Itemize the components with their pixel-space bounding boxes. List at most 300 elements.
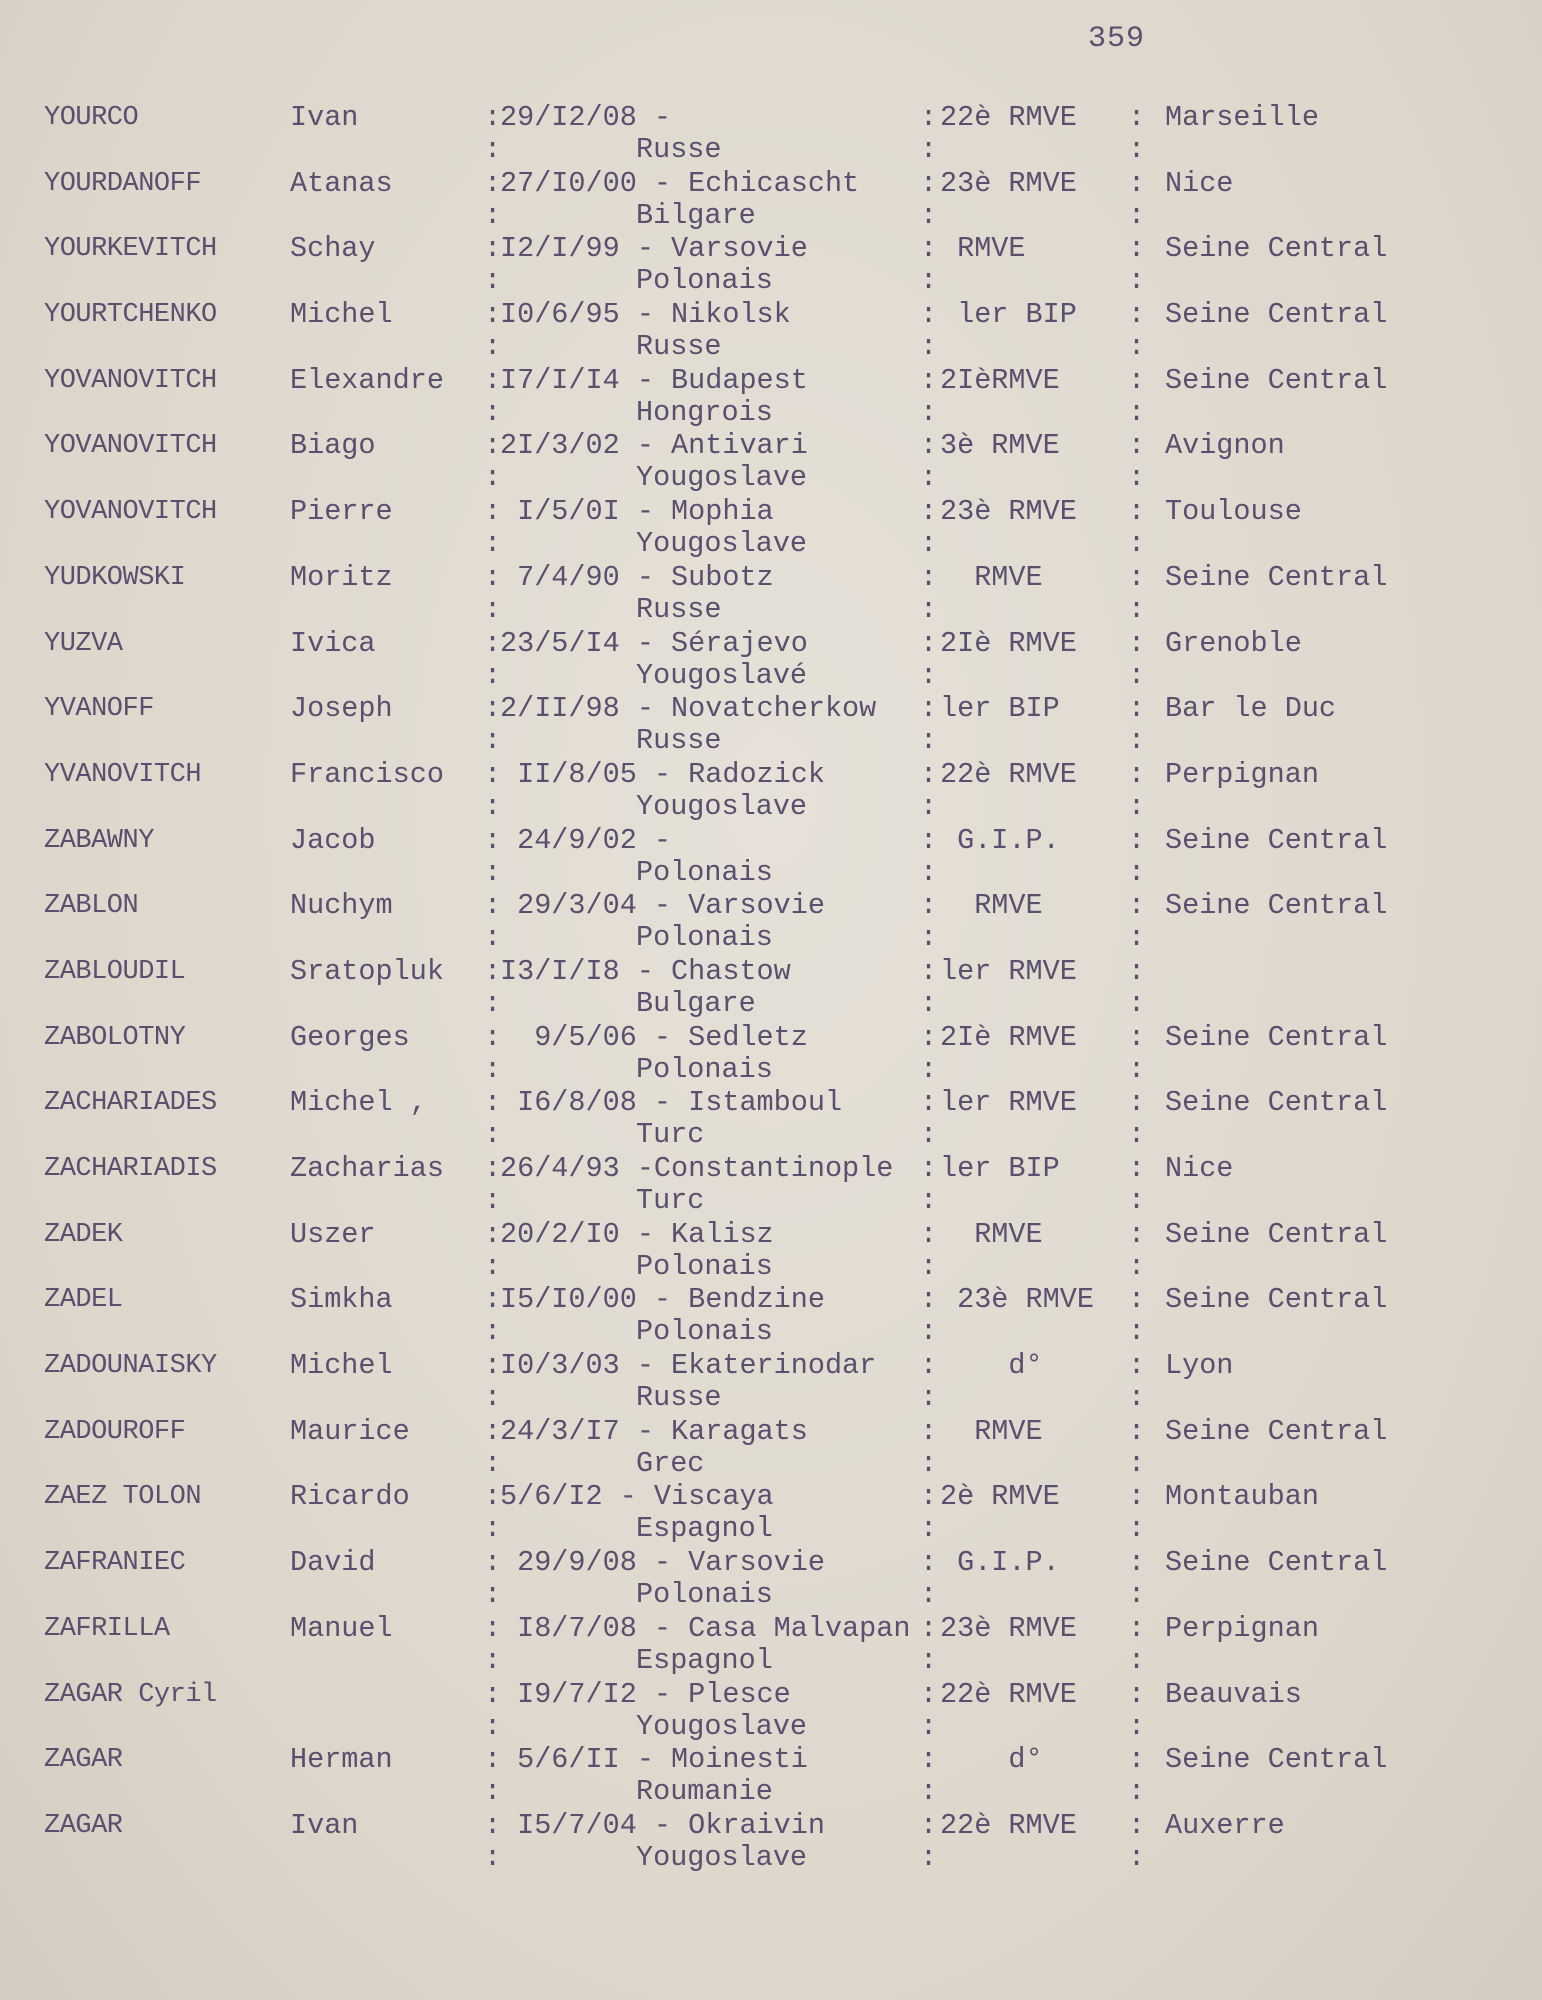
column-separator: : bbox=[920, 1480, 938, 1514]
column-separator: : bbox=[920, 330, 938, 364]
nationality: Yougoslavé bbox=[636, 658, 808, 692]
column-separator: : bbox=[1128, 1546, 1146, 1580]
column-separator: : bbox=[920, 133, 938, 166]
destination: Seine Central bbox=[1165, 298, 1388, 332]
nationality: Bulgare bbox=[636, 986, 756, 1020]
column-separator: : bbox=[920, 1512, 938, 1546]
surname: YUZVA bbox=[44, 628, 123, 659]
nationality: Polonais bbox=[636, 855, 773, 889]
column-separator: : bbox=[920, 789, 938, 823]
column-separator: : bbox=[920, 626, 938, 660]
column-separator: : bbox=[1128, 1315, 1146, 1349]
column-separator: : bbox=[1128, 1217, 1146, 1251]
column-separator: : bbox=[920, 1709, 938, 1743]
birth-date-place: I5/I0/00 - Bendzine bbox=[500, 1283, 825, 1317]
first-name: Herman bbox=[290, 1743, 393, 1777]
surname: ZABOLOTNY bbox=[44, 1022, 186, 1053]
column-separator: : bbox=[920, 1546, 938, 1580]
column-separator: : bbox=[1128, 1480, 1146, 1514]
birth-date-place: 26/4/93 -Constantinople bbox=[500, 1152, 894, 1185]
birth-date-place: I6/8/08 - Istamboul bbox=[500, 1086, 843, 1120]
column-separator: : bbox=[1128, 232, 1146, 266]
column-separator: : bbox=[484, 855, 502, 889]
column-separator: : bbox=[920, 429, 938, 463]
column-separator: : bbox=[920, 1217, 938, 1251]
column-separator: : bbox=[1128, 1152, 1146, 1185]
surname: YVANOFF bbox=[44, 694, 154, 725]
column-separator: : bbox=[920, 592, 938, 626]
first-name: Schay bbox=[290, 232, 376, 266]
registry-entry bbox=[0, 628, 1542, 694]
column-separator: : bbox=[484, 889, 502, 923]
column-separator: : bbox=[920, 264, 938, 298]
column-separator: : bbox=[1128, 823, 1146, 857]
column-separator: : bbox=[484, 461, 502, 495]
birth-date-place: I0/3/03 - Ekaterinodar bbox=[500, 1349, 877, 1383]
surname: ZADEL bbox=[44, 1285, 123, 1316]
military-unit: 2è RMVE bbox=[940, 1480, 1060, 1514]
registry-entry bbox=[0, 1219, 1542, 1285]
first-name: Michel , bbox=[290, 1086, 427, 1120]
column-separator: : bbox=[1128, 395, 1146, 429]
birth-date-place: 29/3/04 - Varsovie bbox=[500, 889, 825, 923]
registry-list bbox=[0, 102, 1542, 1876]
column-separator: : bbox=[1128, 954, 1146, 988]
military-unit: 22è RMVE bbox=[940, 101, 1077, 134]
destination: Lyon bbox=[1165, 1349, 1234, 1383]
first-name: David bbox=[290, 1546, 376, 1580]
column-separator: : bbox=[484, 1249, 502, 1283]
registry-entry bbox=[0, 168, 1542, 234]
column-separator: : bbox=[1128, 1414, 1146, 1448]
first-name: Francisco bbox=[290, 757, 444, 791]
first-name: Ivica bbox=[290, 626, 376, 660]
destination: Seine Central bbox=[1165, 232, 1388, 266]
birth-date-place: 29/I2/08 - bbox=[500, 101, 672, 134]
column-separator: : bbox=[920, 1152, 938, 1185]
column-separator: : bbox=[920, 1283, 938, 1317]
first-name: Ivan bbox=[290, 1808, 359, 1842]
destination: Seine Central bbox=[1165, 1086, 1388, 1120]
column-separator: : bbox=[484, 823, 502, 857]
birth-date-place: I3/I/I8 - Chastow bbox=[500, 954, 791, 988]
column-separator: : bbox=[484, 1808, 502, 1842]
column-separator: : bbox=[920, 1086, 938, 1120]
military-unit: d° bbox=[940, 1349, 1043, 1383]
column-separator: : bbox=[484, 1020, 502, 1054]
military-unit: 22è RMVE bbox=[940, 1808, 1077, 1842]
column-separator: : bbox=[484, 1184, 502, 1217]
column-separator: : bbox=[920, 692, 938, 726]
registry-entry bbox=[0, 693, 1542, 759]
registry-entry bbox=[0, 1810, 1542, 1876]
birth-date-place: I5/7/04 - Okraivin bbox=[500, 1808, 825, 1842]
military-unit: 3è RMVE bbox=[940, 429, 1060, 463]
birth-date-place: I2/I/99 - Varsovie bbox=[500, 232, 808, 266]
nationality: Yougoslave bbox=[636, 1840, 808, 1874]
column-separator: : bbox=[920, 1184, 938, 1217]
column-separator: : bbox=[484, 330, 502, 364]
surname: YOURKEVITCH bbox=[44, 234, 217, 265]
birth-date-place: 9/5/06 - Sedletz bbox=[500, 1020, 808, 1054]
column-separator: : bbox=[920, 1381, 938, 1415]
nationality: Roumanie bbox=[636, 1775, 773, 1809]
column-separator: : bbox=[484, 1743, 502, 1777]
column-separator: : bbox=[1128, 198, 1146, 232]
column-separator: : bbox=[1128, 1052, 1146, 1086]
registry-entry bbox=[0, 1350, 1542, 1416]
column-separator: : bbox=[484, 789, 502, 823]
nationality: Russe bbox=[636, 592, 722, 626]
first-name: Zacharias bbox=[290, 1152, 444, 1185]
first-name: Manuel bbox=[290, 1611, 393, 1645]
destination: Seine Central bbox=[1165, 363, 1388, 397]
column-separator: : bbox=[920, 986, 938, 1020]
military-unit: 2IèRMVE bbox=[940, 363, 1060, 397]
column-separator: : bbox=[1128, 461, 1146, 495]
column-separator: : bbox=[484, 1052, 502, 1086]
registry-entry bbox=[0, 102, 1542, 168]
military-unit: 2Iè RMVE bbox=[940, 626, 1077, 660]
first-name: Sratopluk bbox=[290, 954, 444, 988]
column-separator: : bbox=[1128, 658, 1146, 692]
column-separator: : bbox=[920, 1349, 938, 1383]
birth-date-place: I0/6/95 - Nikolsk bbox=[500, 298, 791, 332]
birth-date-place: I/5/0I - Mophia bbox=[500, 495, 774, 529]
registry-entry bbox=[0, 1613, 1542, 1679]
column-separator: : bbox=[920, 1052, 938, 1086]
birth-date-place: 2I/3/02 - Antivari bbox=[500, 429, 808, 463]
destination: Seine Central bbox=[1165, 560, 1388, 594]
column-separator: : bbox=[920, 1743, 938, 1777]
birth-date-place: 24/3/I7 - Karagats bbox=[500, 1414, 808, 1448]
birth-date-place: 27/I0/00 - Echicascht bbox=[500, 166, 860, 200]
column-separator: : bbox=[1128, 986, 1146, 1020]
column-separator: : bbox=[920, 1840, 938, 1874]
destination: Beauvais bbox=[1165, 1677, 1302, 1711]
column-separator: : bbox=[484, 1446, 502, 1480]
column-separator: : bbox=[920, 298, 938, 332]
first-name: Biago bbox=[290, 429, 376, 463]
surname: ZAEZ TOLON bbox=[44, 1482, 202, 1513]
surname: ZABAWNY bbox=[44, 825, 154, 856]
column-separator: : bbox=[920, 658, 938, 692]
column-separator: : bbox=[484, 592, 502, 626]
column-separator: : bbox=[1128, 1643, 1146, 1677]
destination: Nice bbox=[1165, 166, 1234, 200]
registry-entry bbox=[0, 1087, 1542, 1153]
first-name: Nuchym bbox=[290, 889, 393, 923]
column-separator: : bbox=[1128, 298, 1146, 332]
column-separator: : bbox=[484, 1611, 502, 1645]
destination: Toulouse bbox=[1165, 495, 1302, 529]
military-unit: 23è RMVE bbox=[940, 1611, 1077, 1645]
column-separator: : bbox=[920, 1643, 938, 1677]
first-name: Maurice bbox=[290, 1414, 410, 1448]
first-name: Michel bbox=[290, 1349, 393, 1383]
nationality: Yougoslave bbox=[636, 461, 808, 495]
column-separator: : bbox=[1128, 429, 1146, 463]
birth-date-place: 29/9/08 - Varsovie bbox=[500, 1546, 825, 1580]
military-unit: ler RMVE bbox=[940, 1086, 1077, 1120]
birth-date-place: I9/7/I2 - Plesce bbox=[500, 1677, 791, 1711]
first-name: Ricardo bbox=[290, 1480, 410, 1514]
military-unit: G.I.P. bbox=[940, 823, 1060, 857]
first-name: Uszer bbox=[290, 1217, 376, 1251]
column-separator: : bbox=[1128, 855, 1146, 889]
birth-date-place: II/8/05 - Radozick bbox=[500, 757, 825, 791]
column-separator: : bbox=[1128, 789, 1146, 823]
destination: Bar le Duc bbox=[1165, 692, 1337, 726]
column-separator: : bbox=[484, 560, 502, 594]
destination: Perpignan bbox=[1165, 1611, 1319, 1645]
registry-entry bbox=[0, 1744, 1542, 1810]
column-separator: : bbox=[1128, 1086, 1146, 1120]
surname: YOVANOVITCH bbox=[44, 365, 217, 396]
destination: Seine Central bbox=[1165, 889, 1388, 923]
column-separator: : bbox=[484, 1152, 502, 1185]
destination: Avignon bbox=[1165, 429, 1285, 463]
column-separator: : bbox=[484, 626, 502, 660]
column-separator: : bbox=[920, 1578, 938, 1612]
column-separator: : bbox=[1128, 889, 1146, 923]
first-name: Ivan bbox=[290, 101, 359, 134]
surname: ZADOUROFF bbox=[44, 1416, 186, 1447]
column-separator: : bbox=[920, 1315, 938, 1349]
surname: YOURCO bbox=[44, 103, 139, 133]
column-separator: : bbox=[1128, 1381, 1146, 1415]
column-separator: : bbox=[920, 1808, 938, 1842]
column-separator: : bbox=[920, 757, 938, 791]
surname: ZADOUNAISKY bbox=[44, 1351, 217, 1382]
first-name: Joseph bbox=[290, 692, 393, 726]
registry-entry bbox=[0, 365, 1542, 431]
military-unit: 23è RMVE bbox=[940, 495, 1077, 529]
nationality: Russe bbox=[636, 330, 722, 364]
destination: Grenoble bbox=[1165, 626, 1302, 660]
column-separator: : bbox=[484, 1480, 502, 1514]
destination: Seine Central bbox=[1165, 1414, 1388, 1448]
column-separator: : bbox=[920, 855, 938, 889]
column-separator: : bbox=[1128, 363, 1146, 397]
column-separator: : bbox=[484, 1283, 502, 1317]
column-separator: : bbox=[484, 1349, 502, 1383]
column-separator: : bbox=[1128, 592, 1146, 626]
column-separator: : bbox=[920, 921, 938, 955]
column-separator: : bbox=[1128, 101, 1146, 134]
column-separator: : bbox=[484, 1217, 502, 1251]
nationality: Espagnol bbox=[636, 1512, 773, 1546]
registry-entry bbox=[0, 299, 1542, 365]
column-separator: : bbox=[1128, 264, 1146, 298]
column-separator: : bbox=[920, 363, 938, 397]
military-unit: 22è RMVE bbox=[940, 757, 1077, 791]
destination: Marseille bbox=[1165, 101, 1319, 134]
destination: Nice bbox=[1165, 1152, 1234, 1185]
column-separator: : bbox=[484, 724, 502, 758]
registry-entry bbox=[0, 1547, 1542, 1613]
destination: Auxerre bbox=[1165, 1808, 1285, 1842]
surname: ZAFRANIEC bbox=[44, 1548, 186, 1579]
military-unit: RMVE bbox=[940, 1217, 1043, 1251]
nationality: Polonais bbox=[636, 1249, 773, 1283]
column-separator: : bbox=[484, 166, 502, 200]
surname: YOVANOVITCH bbox=[44, 497, 217, 528]
military-unit: 23è RMVE bbox=[940, 1283, 1094, 1317]
surname: ZADEK bbox=[44, 1219, 123, 1250]
birth-date-place: 5/6/II - Moinesti bbox=[500, 1743, 808, 1777]
column-separator: : bbox=[484, 658, 502, 692]
column-separator: : bbox=[1128, 626, 1146, 660]
registry-entry bbox=[0, 1416, 1542, 1482]
column-separator: : bbox=[484, 954, 502, 988]
surname: YUDKOWSKI bbox=[44, 562, 186, 593]
column-separator: : bbox=[920, 1677, 938, 1711]
surname: ZAGAR Cyril bbox=[44, 1679, 217, 1710]
first-name: Elexandre bbox=[290, 363, 444, 397]
military-unit: G.I.P. bbox=[940, 1546, 1060, 1580]
first-name: Pierre bbox=[290, 495, 393, 529]
column-separator: : bbox=[920, 560, 938, 594]
column-separator: : bbox=[1128, 495, 1146, 529]
nationality: Grec bbox=[636, 1446, 705, 1480]
column-separator: : bbox=[1128, 1578, 1146, 1612]
column-separator: : bbox=[1128, 1020, 1146, 1054]
column-separator: : bbox=[1128, 692, 1146, 726]
birth-date-place: 23/5/I4 - Sérajevo bbox=[500, 626, 808, 660]
column-separator: : bbox=[920, 1118, 938, 1152]
column-separator: : bbox=[920, 495, 938, 529]
military-unit: ler RMVE bbox=[940, 954, 1077, 988]
column-separator: : bbox=[1128, 1611, 1146, 1645]
column-separator: : bbox=[920, 198, 938, 232]
birth-date-place: I8/7/08 - Casa Malvapan bbox=[500, 1611, 911, 1645]
first-name: Georges bbox=[290, 1020, 410, 1054]
column-separator: : bbox=[920, 954, 938, 988]
column-separator: : bbox=[484, 429, 502, 463]
column-separator: : bbox=[484, 495, 502, 529]
column-separator: : bbox=[484, 133, 502, 166]
column-separator: : bbox=[920, 166, 938, 200]
column-separator: : bbox=[484, 986, 502, 1020]
nationality: Yougoslave bbox=[636, 527, 808, 561]
surname: YOURDANOFF bbox=[44, 168, 202, 199]
column-separator: : bbox=[484, 363, 502, 397]
column-separator: : bbox=[484, 1118, 502, 1152]
column-separator: : bbox=[484, 298, 502, 332]
military-unit: RMVE bbox=[940, 889, 1043, 923]
first-name: Atanas bbox=[290, 166, 393, 200]
column-separator: : bbox=[1128, 1249, 1146, 1283]
surname: YVANOVITCH bbox=[44, 759, 202, 790]
surname: ZAGAR bbox=[44, 1810, 123, 1841]
column-separator: : bbox=[484, 232, 502, 266]
registry-entry bbox=[0, 562, 1542, 628]
column-separator: : bbox=[920, 889, 938, 923]
nationality: Polonais bbox=[636, 1578, 773, 1612]
surname: ZAGAR bbox=[44, 1745, 123, 1776]
destination: Seine Central bbox=[1165, 1546, 1388, 1580]
column-separator: : bbox=[1128, 1743, 1146, 1777]
column-separator: : bbox=[484, 1315, 502, 1349]
column-separator: : bbox=[484, 692, 502, 726]
nationality: Russe bbox=[636, 133, 722, 166]
column-separator: : bbox=[1128, 330, 1146, 364]
column-separator: : bbox=[920, 1611, 938, 1645]
military-unit: ler BIP bbox=[940, 298, 1077, 332]
column-separator: : bbox=[484, 101, 502, 134]
surname: ZACHARIADIS bbox=[44, 1154, 217, 1184]
column-separator: : bbox=[1128, 921, 1146, 955]
column-separator: : bbox=[484, 1546, 502, 1580]
column-separator: : bbox=[920, 1414, 938, 1448]
column-separator: : bbox=[1128, 1775, 1146, 1809]
column-separator: : bbox=[1128, 1349, 1146, 1383]
column-separator: : bbox=[484, 1677, 502, 1711]
first-name: Simkha bbox=[290, 1283, 393, 1317]
nationality: Polonais bbox=[636, 1315, 773, 1349]
nationality: Turc bbox=[636, 1118, 705, 1152]
column-separator: : bbox=[920, 1020, 938, 1054]
surname: YOVANOVITCH bbox=[44, 431, 217, 462]
column-separator: : bbox=[484, 1578, 502, 1612]
registry-entry bbox=[0, 759, 1542, 825]
nationality: Yougoslave bbox=[636, 789, 808, 823]
military-unit: RMVE bbox=[940, 560, 1043, 594]
column-separator: : bbox=[484, 1775, 502, 1809]
column-separator: : bbox=[920, 232, 938, 266]
registry-entry bbox=[0, 233, 1542, 299]
surname: ZABLOUDIL bbox=[44, 956, 186, 987]
column-separator: : bbox=[1128, 1709, 1146, 1743]
column-separator: : bbox=[1128, 1283, 1146, 1317]
military-unit: d° bbox=[940, 1743, 1043, 1777]
surname: ZABLON bbox=[44, 891, 139, 922]
registry-entry bbox=[0, 956, 1542, 1022]
birth-date-place: I7/I/I4 - Budapest bbox=[500, 363, 808, 397]
destination: Montauban bbox=[1165, 1480, 1319, 1514]
nationality: Polonais bbox=[636, 921, 773, 955]
column-separator: : bbox=[1128, 1512, 1146, 1546]
column-separator: : bbox=[484, 1414, 502, 1448]
military-unit: 22è RMVE bbox=[940, 1677, 1077, 1711]
destination: Seine Central bbox=[1165, 823, 1388, 857]
nationality: Hongrois bbox=[636, 395, 773, 429]
surname: YOURTCHENKO bbox=[44, 300, 217, 331]
registry-entry bbox=[0, 825, 1542, 891]
column-separator: : bbox=[920, 101, 938, 134]
column-separator: : bbox=[920, 1775, 938, 1809]
nationality: Polonais bbox=[636, 1052, 773, 1086]
column-separator: : bbox=[1128, 1118, 1146, 1152]
column-separator: : bbox=[1128, 1808, 1146, 1842]
column-separator: : bbox=[1128, 1840, 1146, 1874]
column-separator: : bbox=[1128, 1184, 1146, 1217]
column-separator: : bbox=[484, 198, 502, 232]
column-separator: : bbox=[484, 1643, 502, 1677]
column-separator: : bbox=[1128, 560, 1146, 594]
first-name: Moritz bbox=[290, 560, 393, 594]
birth-date-place: 2/II/98 - Novatcherkow bbox=[500, 692, 877, 726]
column-separator: : bbox=[1128, 133, 1146, 166]
birth-date-place: 7/4/90 - Subotz bbox=[500, 560, 774, 594]
column-separator: : bbox=[920, 724, 938, 758]
nationality: Espagnol bbox=[636, 1643, 773, 1677]
birth-date-place: 5/6/I2 - Viscaya bbox=[500, 1480, 774, 1514]
military-unit: ler BIP bbox=[940, 1152, 1060, 1185]
column-separator: : bbox=[1128, 166, 1146, 200]
column-separator: : bbox=[920, 395, 938, 429]
